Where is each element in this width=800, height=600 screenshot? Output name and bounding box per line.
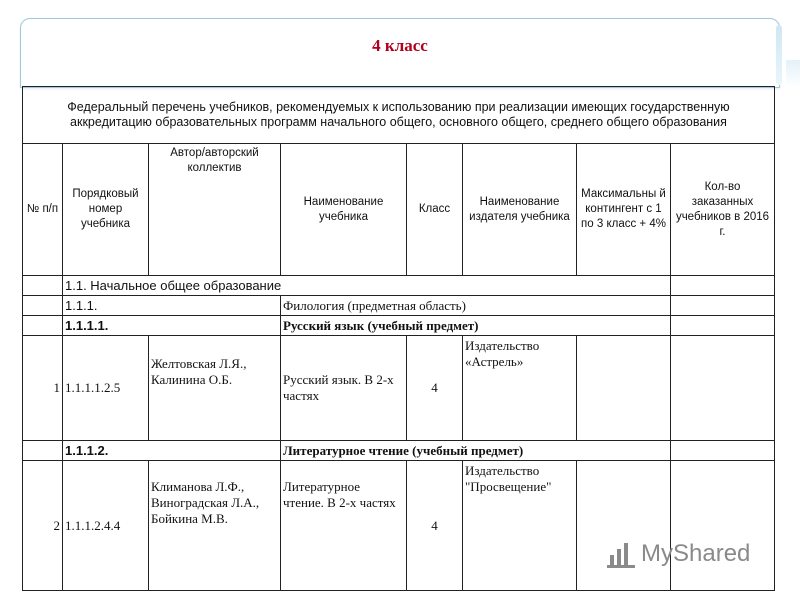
- row-code: 1.1.1.1.2.5: [63, 336, 149, 441]
- row-publisher: Издательство «Астрель»: [463, 336, 577, 441]
- decorative-stripe: [786, 60, 800, 88]
- row-grade: 4: [407, 336, 463, 441]
- section-label: Русский язык (учебный предмет): [281, 316, 671, 336]
- row-publisher: Издательство "Просвещение": [463, 461, 577, 591]
- section-code: 1.1.1.2.: [63, 441, 281, 461]
- watermark-text: MyShared: [641, 540, 751, 567]
- section-code: 1.1.1.: [63, 296, 281, 316]
- col-header-count: Кол-во заказанных учебников в 2016 г.: [671, 144, 775, 276]
- row-title: Русский язык. В 2-х частях: [281, 336, 407, 441]
- row-num: 2: [23, 461, 63, 591]
- section-label: 1.1. Начальное общее образование: [63, 276, 671, 296]
- table-row: [23, 336, 775, 441]
- row-code: 1.1.1.2.4.4: [63, 461, 149, 591]
- section-row-2: [23, 296, 775, 316]
- col-header-order: Порядковый номер учебника: [63, 144, 149, 276]
- col-header-author: Автор/авторский коллектив: [149, 144, 281, 276]
- watermark: [607, 538, 750, 570]
- col-header-publisher: Наименование издателя учебника: [463, 144, 577, 276]
- col-header-title: Наименование учебника: [281, 144, 407, 276]
- row-num: 1: [23, 336, 63, 441]
- section-row-3: [23, 316, 775, 336]
- empty-cell: [671, 316, 775, 336]
- empty-cell: [671, 276, 775, 296]
- section-code: 1.1.1.1.: [63, 316, 281, 336]
- col-header-num: № п/п: [23, 144, 63, 276]
- row-title: Литературное чтение. В 2-х частях: [281, 461, 407, 591]
- intro-text: Федеральный перечень учебников, рекомендуемых к использованию при реализации имеющих государственную аккредитацию образовательных программ начального общего, основного общего, среднего общего образования: [23, 87, 775, 144]
- intro-row: [23, 87, 775, 144]
- row-author: Желтовская Л.Я., Калинина О.Б.: [149, 336, 281, 441]
- section-row-1: [23, 276, 775, 296]
- header-row: [23, 144, 775, 276]
- section-label: Литературное чтение (учебный предмет): [281, 441, 671, 461]
- table-row: [23, 461, 775, 591]
- section-label: Филология (предметная область): [281, 296, 671, 316]
- col-header-max: Максимальны й контингент с 1 по 3 класс + 4%: [577, 144, 671, 276]
- empty-cell: [23, 276, 63, 296]
- row-grade: 4: [407, 461, 463, 591]
- empty-cell: [23, 316, 63, 336]
- col-header-grade: Класс: [407, 144, 463, 276]
- slide-title: 4 класс: [372, 36, 428, 55]
- row-author: Климанова Л.Ф., Виноградская Л.А., Бойкина М.В.: [149, 461, 281, 591]
- empty-cell: [671, 461, 775, 591]
- empty-cell: [671, 336, 775, 441]
- chart-icon: [607, 540, 635, 568]
- empty-cell: [577, 461, 671, 591]
- empty-cell: [23, 296, 63, 316]
- section-row-4: [23, 441, 775, 461]
- textbook-table: [22, 86, 775, 591]
- empty-cell: [671, 296, 775, 316]
- empty-cell: [577, 336, 671, 441]
- empty-cell: [23, 441, 63, 461]
- empty-cell: [671, 441, 775, 461]
